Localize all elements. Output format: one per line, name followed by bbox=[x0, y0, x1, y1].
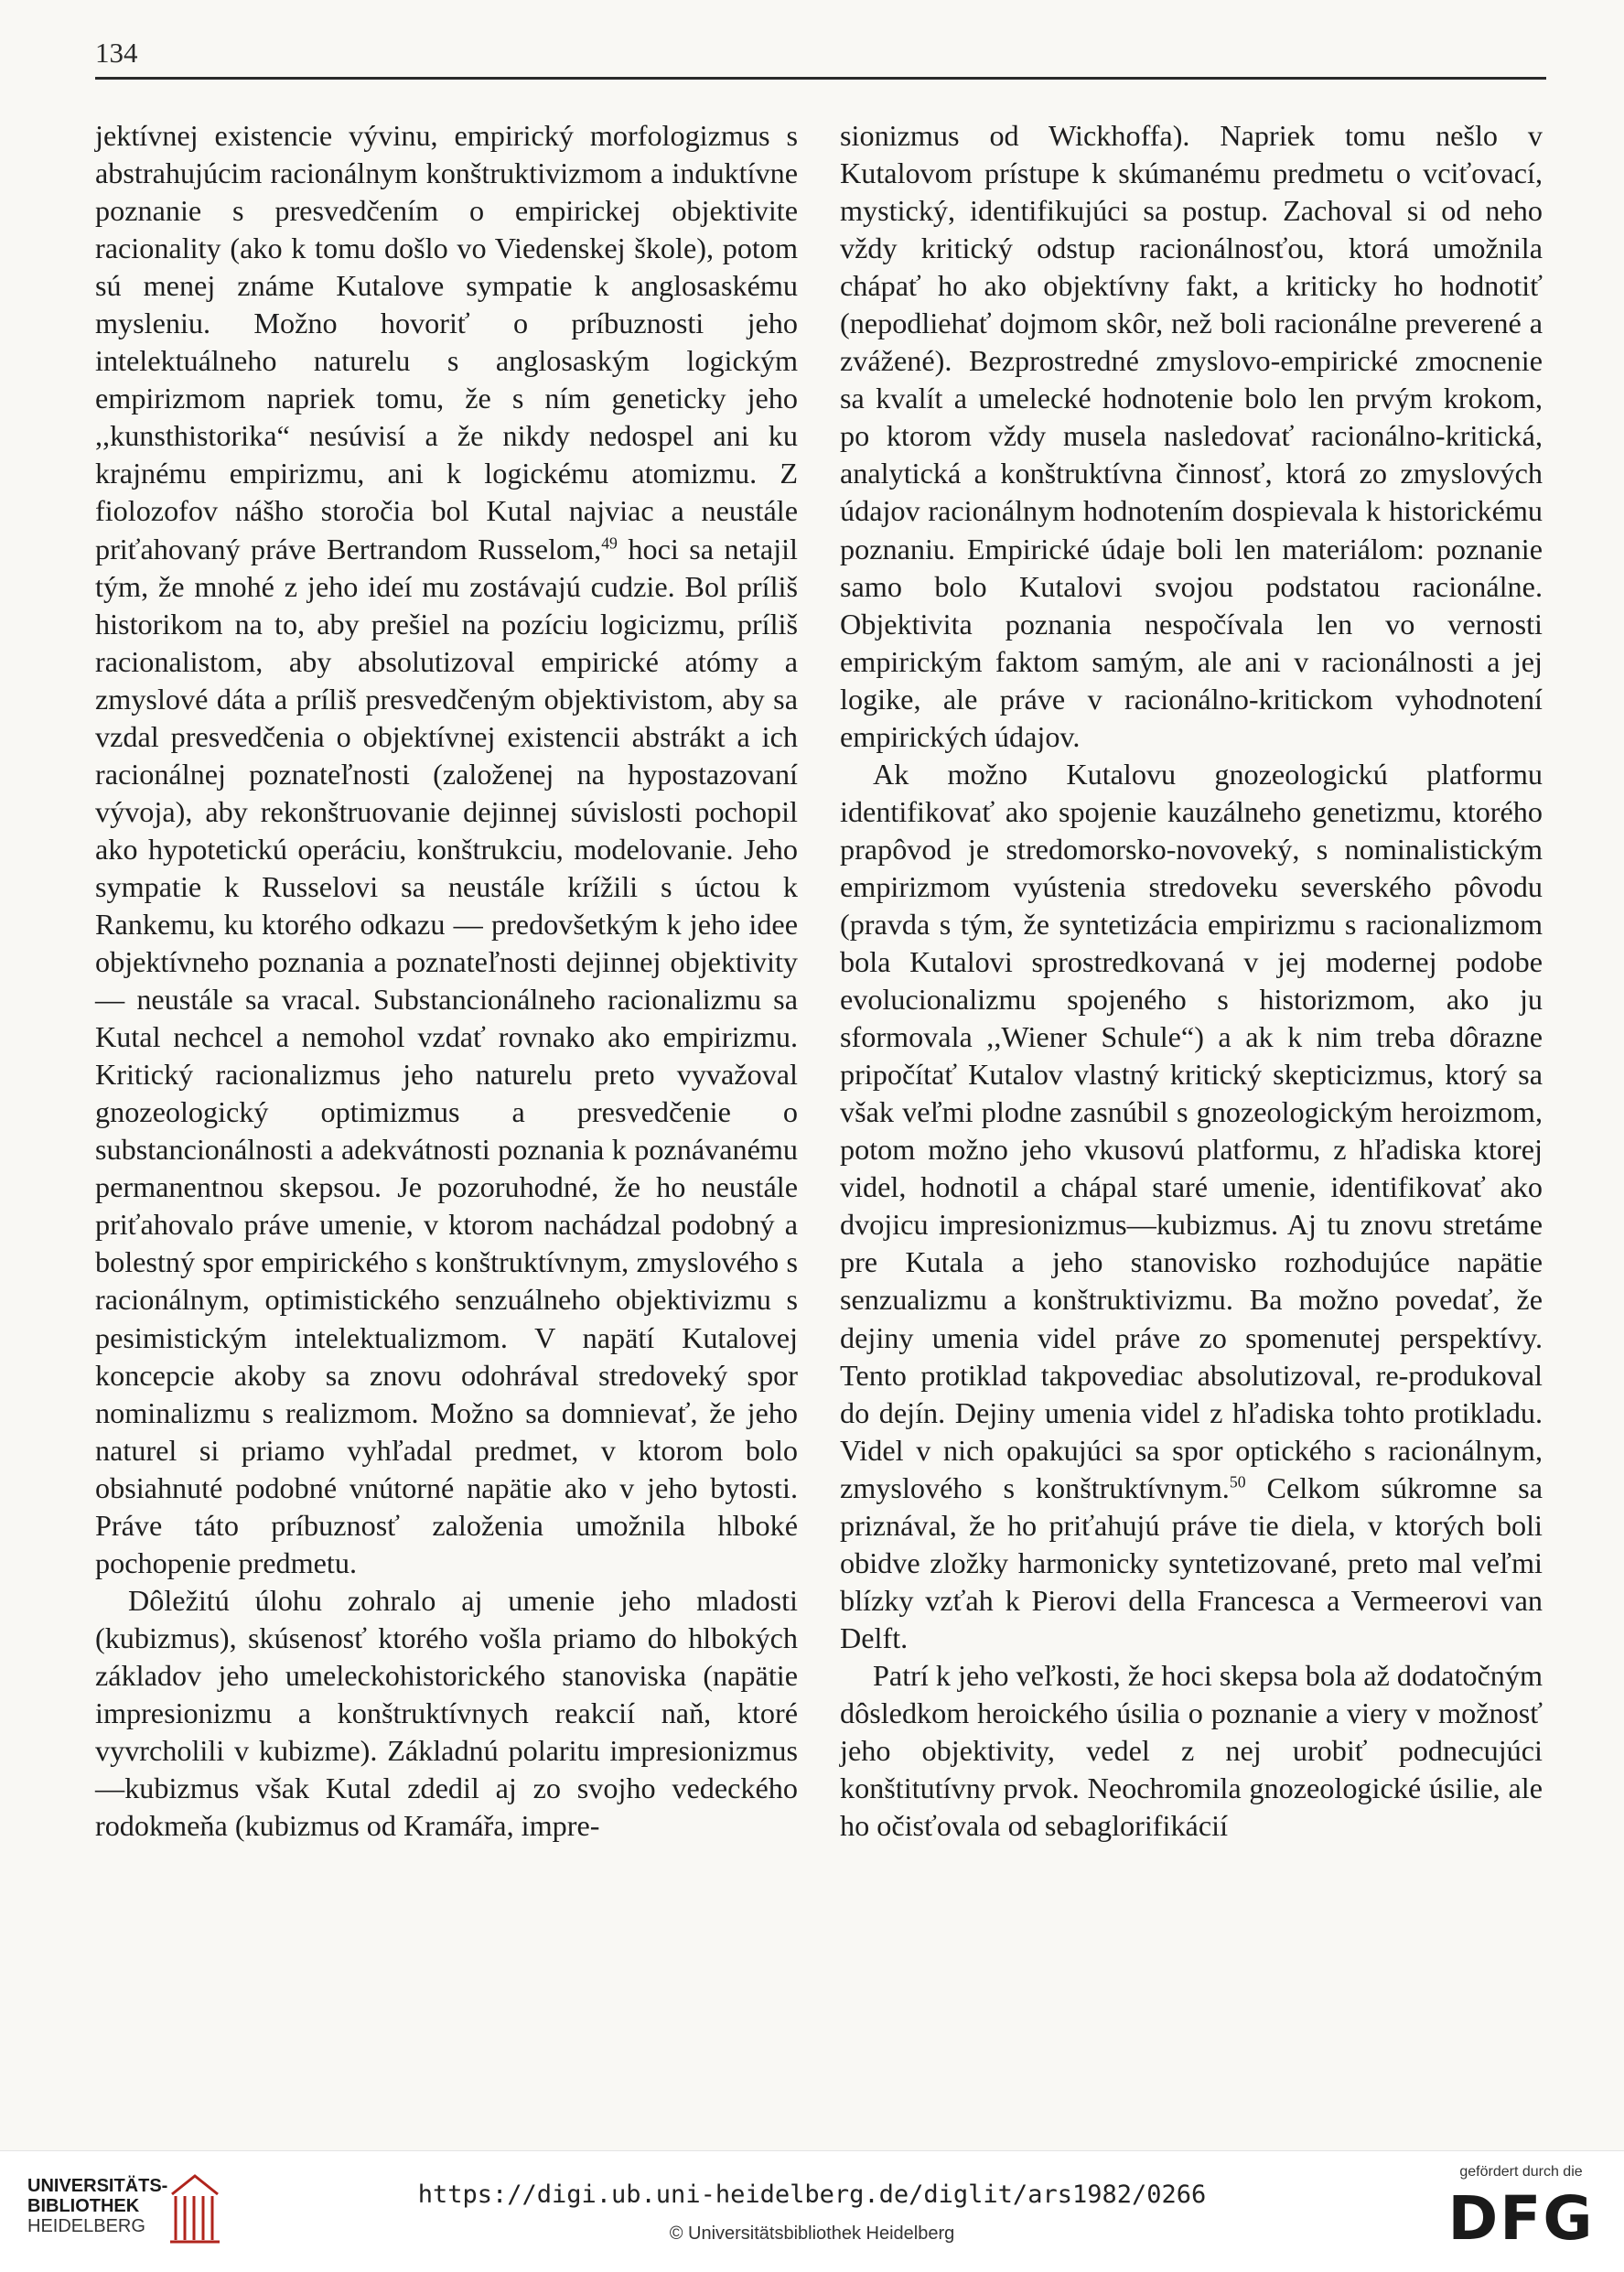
page-url-link[interactable]: https://digi.ub.uni-heidelberg.de/diglit/ars1982/0266 bbox=[417, 2180, 1207, 2209]
dfg-logo[interactable]: DFG bbox=[1447, 2183, 1595, 2254]
header-rule bbox=[95, 77, 1546, 80]
text-column-left bbox=[95, 117, 798, 1845]
paragraph-text: Ak možno Kutalovu gnozeologickú platformu identifikovať ako spojenie kauzálneho genetizmu, ktorého prapôvod je stredomorsko-novoveký, s nominalistickým empirizmom vyústenia stredoveku severského pôvodu (pravda s tým, že syntetizácia empirizmu s racionalizmom bola Kutalovi sprostredkovaná v jej modernej podobe evolucionalizmu spojeného s historizmom, ako ju sformovala ,,Wiener Schule“) a ak k nim treba dôrazne pripočítať Kutalov vlastný kritický skepticizmus, ktorý sa však veľmi plodne zasnúbil s gnozeologickým heroizmom, potom možno jeho vkusovú platformu, z hľadiska ktorej videl, hodnotil a chápal staré umenie, identifikovať ako dvojicu impresionizmus—kubizmus. Aj tu znovu stretáme pre Kutala a jeho stanovisko rozhodujúce napätie senzualizmu a konštruktivizmu. Ba možno povedať, že dejiny umenia videl práve zo spomenutej perspektívy. Tento protiklad takpovediac absolutizoval, re-produkoval do dejín. Dejiny umenia videl z hľadiska tohto protikladu. Videl v nich opakujúci sa spor optického s racionálnym, zmyslového s konštruktívnym. bbox=[840, 757, 1543, 1504]
paragraph-text: Celkom súkromne sa priznával, že ho priťahujú práve tie diela, v ktorých boli obidve zložky harmonicky syntetizované, preto mal veľmi blízky vzťah k Pierovi della Francesca a Vermeerovi van Delft. bbox=[840, 1470, 1543, 1654]
paragraph-text: hoci sa netajil tým, že mnohé z jeho ideí mu zostávajú cudzie. Bol príliš historikom na to, aby prešiel na pozíciu logicizmu, príliš racionalistom, aby absolutizoval empirické atómy a zmyslové dáta a príliš presvedčeným objektivistom, aby sa vzdal presvedčenia o objektívnej existencii abstrákt a ich racionálnej poznateľnosti (založenej na hypostazovaní vývoja), aby rekonštruovanie dejinnej súvislosti pochopil ako hypotetickú operáciu, konštrukciu, modelovanie. Jeho sympatie k Russelovi sa neustále krížili s úctou k Rankemu, ku ktorého odkazu — predovšetkým k jeho idee objektívneho poznania a poznateľnosti dejinnej objektivity — neustále sa vracal. Substancionálneho racionalizmu sa Kutal nechcel a nemohol vzdať rovnako ako empirizmu. Kritický racionalizmus jeho naturelu preto vyvažoval gnozeologický optimizmus a presvedčenie o substancionálnosti a adekvátnosti poznania k poznávanému permanentnou skepsou. Je pozoruhodné, že ho neustále priťahovalo práve umenie, v ktorom nachádzal podobný a bolestný spor empirického s konštruktívnym, zmyslového s racionálnym, optimistického senzuálneho objektivizmu s pesimistickým intelektualizmom. V napätí Kutalovej koncepcie akoby sa znovu odohrával stredoveký spor nominalizmu s realizmom. Možno sa domnievať, že jeho naturel si priamo vyhľadal predmet, v ktorom bolo obsiahnuté podobné vnútorné napätie ako v jeho bytosti. Práve táto príbuznosť založenia umožnila hlboké pochopenie predmetu. bbox=[95, 532, 798, 1579]
funding-caption: gefördert durch die bbox=[1459, 2164, 1583, 2180]
paragraph: Patrí k jeho veľkosti, že hoci skepsa bola až dodatočným dôsledkom heroického úsilia o poznanie a viery v možnosť jeho objektivity, vedel z nej urobiť podnecujúci konštitutívny prvok. Neochromila gnozeologické úsilie, ale ho očisťovala od sebaglorifikácií bbox=[840, 1658, 1543, 1843]
text-column-right bbox=[840, 117, 1543, 1845]
paragraph bbox=[95, 117, 798, 1582]
viewer-footer bbox=[0, 2150, 1624, 2272]
footnote-ref: 49 bbox=[601, 533, 618, 552]
paragraph-text: jektívnej existencie vývinu, empirický morfologizmus s abstrahujúcim racionálnym konštruktivizmom a induktívne poznanie s presvedčením o empirickej objektivite racionality (ako k tomu došlo vo Viedenskej škole), potom sú menej známe Kutalove sympatie k anglosaskému mysleniu. Možno hovoriť o príbuznosti jeho intelektuálneho naturelu s anglosaským logickým empirizmom napriek tomu, že s ním geneticky jeho ,,kunsthistorika“ nesúvisí a že nikdy nedospel ani ku krajnému empirizmu, ani k logickému atomizmu. Z fiolozofov nášho storočia bol Kutal najviac a neustále priťahovaný práve Bertrandom Russelom, bbox=[95, 119, 798, 565]
footnote-ref: 50 bbox=[1229, 1471, 1246, 1491]
page-number: 134 bbox=[95, 37, 138, 69]
library-name-line1: UNIVERSITÄTS- bbox=[27, 2176, 168, 2196]
library-name-line3: HEIDELBERG bbox=[27, 2216, 145, 2236]
paragraph bbox=[840, 756, 1543, 1657]
copyright-text: © Universitätsbibliothek Heidelberg bbox=[669, 2224, 955, 2244]
library-name-line2: BIBLIOTHEK bbox=[27, 2196, 140, 2216]
paragraph: Dôležitú úlohu zohralo aj umenie jeho mladosti (kubizmus), skúsenosť ktorého vošla priamo do hlbokých základov jeho umeleckohistorického stanoviska (napätie impresionizmu a konštruktívnych reakcií naň, ktoré vyvrcholili v kubizme). Základnú polaritu impresionizmus—kubizmus však Kutal zdedil aj zo svojho vedeckého rodokmeňa (kubizmus od Kramářa, impre- bbox=[95, 1583, 798, 1843]
paragraph: sionizmus od Wickhoffa). Napriek tomu nešlo v Kutalovom prístupe k skúmanému predmetu o vciťovací, mystický, identifikujúci sa postup. Zachoval si od neho vždy kritický odstup racionálnosťou, ktorá umožnila chápať ho ako objektívny fakt, a kriticky ho hodnotiť (nepodliehať dojmom skôr, než boli racionálne preverené a zvážené). Bezprostredné zmyslovo-empirické zmocnenie sa kvalít a umelecké hodnotenie bolo len prvým krokom, po ktorom vždy musela nasledovať racionálno-kritická, analytická a konštruktívna činnosť, ktorá zo zmyslových údajov racionálnym hodnotením dospievala k historickému poznaniu. Empirické údaje boli len materiálom: poznanie samo bolo Kutalovi svojou podstatou racionálne. Objektivita poznania nespočívala len vo vernosti empirickým faktom samým, ale ani v racionálnosti a jej logike, ale práve v racionálno-kritickom vyhodnotení empirických údajov. bbox=[840, 119, 1543, 753]
